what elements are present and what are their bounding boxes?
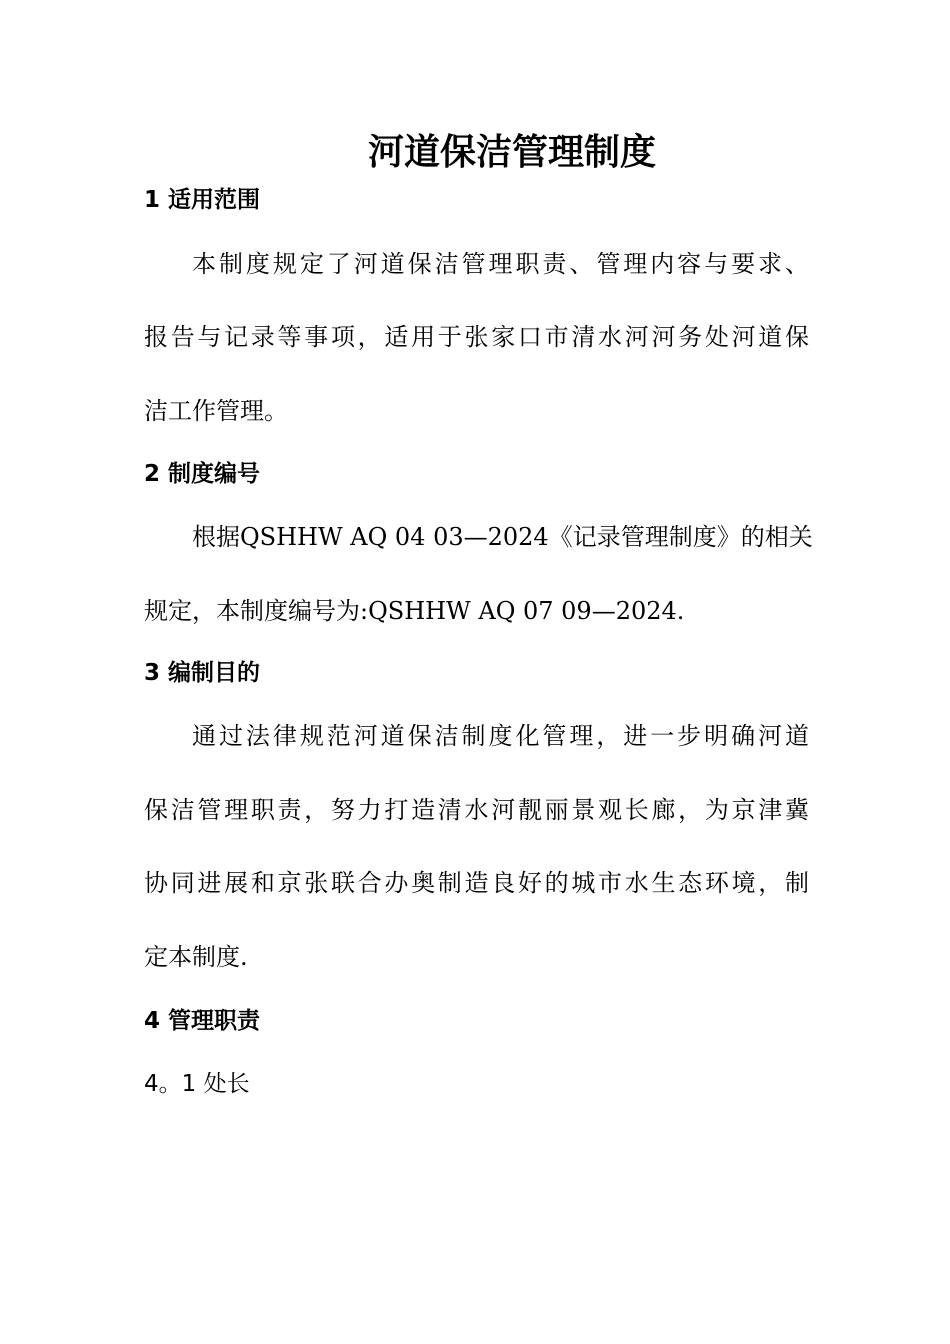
section-heading-number: 2 制度编号 bbox=[144, 461, 261, 487]
paragraph-line: 协同进展和京张联合办奥制造良好的城市水生态环境，制 bbox=[144, 869, 809, 897]
paragraph-line: 根据QSHHW AQ 04 03—2024《记录管理制度》的相关 bbox=[192, 523, 813, 551]
paragraph-line: 本制度规定了河道保洁管理职责、管理内容与要求、 bbox=[192, 250, 809, 278]
paragraph-line: 通过法律规范河道保洁制度化管理，进一步明确河道 bbox=[192, 722, 809, 750]
section-heading-duties: 4 管理职责 bbox=[144, 1008, 261, 1034]
paragraph-line: 规定，本制度编号为:QSHHW AQ 07 09—2024. bbox=[144, 597, 685, 625]
paragraph-line: 定本制度. bbox=[144, 943, 248, 971]
section-heading-purpose: 3 编制目的 bbox=[144, 660, 261, 686]
section-heading-scope: 1 适用范围 bbox=[144, 187, 261, 213]
paragraph-line: 报告与记录等事项，适用于张家口市清水河河务处河道保 bbox=[144, 323, 809, 351]
paragraph-line: 洁工作管理。 bbox=[144, 397, 288, 425]
document-title: 河道保洁管理制度 bbox=[367, 131, 656, 173]
paragraph-line: 保洁管理职责，努力打造清水河靓丽景观长廊，为京津冀 bbox=[144, 796, 809, 824]
subsection-heading: 4。1 处长 bbox=[144, 1071, 250, 1097]
